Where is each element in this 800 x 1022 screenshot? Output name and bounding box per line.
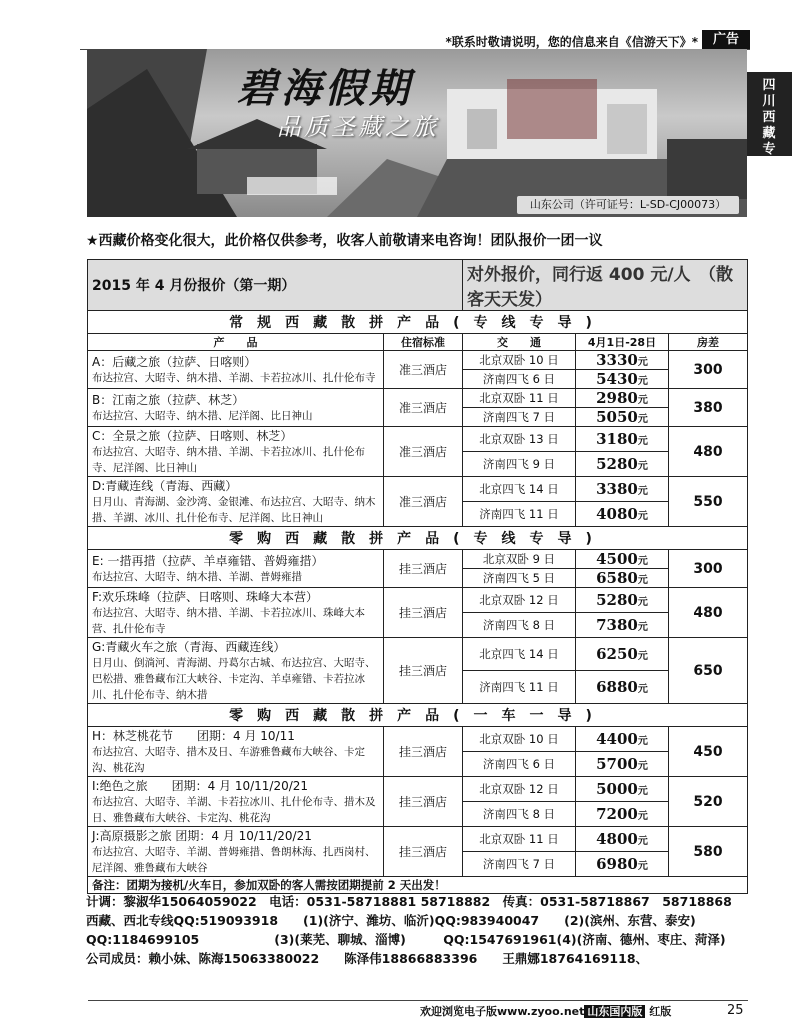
banner-image (87, 49, 747, 217)
price-value: 2980 (596, 389, 638, 407)
price-cell (576, 569, 669, 588)
product-name: B：江南之旅（拉萨、林芝） (92, 393, 245, 407)
single-supplement: 580 (669, 827, 748, 877)
price-notice: ★西藏价格变化很大，此价格仅供参考，收客人前敬请来电咨询！团队报价一团一议 (86, 233, 603, 249)
price-unit: 元 (637, 436, 648, 447)
product-cell (88, 727, 384, 777)
transport-option: 北京双卧 10 日 (463, 727, 576, 752)
product-itinerary: 布达拉宫、大昭寺、措木及日、车游雅鲁藏布大峡谷、卡定沟、桃花沟 (92, 746, 365, 774)
product-cell (88, 827, 384, 877)
price-cell (576, 502, 669, 527)
section-title-row (88, 704, 748, 727)
single-supplement: 300 (669, 550, 748, 588)
transport-option: 北京四飞 14 日 (463, 477, 576, 502)
transport-option: 济南四飞 7 日 (463, 408, 576, 427)
section-title: 零购西藏散拼产品(一车一导) (88, 704, 748, 727)
product-name: J:高原摄影之旅 团期：4 月 10/11/20/21 (92, 829, 312, 843)
transport-option: 济南四飞 8 日 (463, 613, 576, 638)
footer (420, 1003, 671, 1019)
product-row (88, 477, 748, 502)
license-number: 山东公司（许可证号：L-SD-CJ00073） (517, 196, 739, 214)
price-cell (576, 588, 669, 613)
price-cell (576, 752, 669, 777)
hotel-standard: 挂三酒店 (384, 550, 463, 588)
hotel-standard: 挂三酒店 (384, 827, 463, 877)
price-value: 6250 (596, 645, 638, 663)
price-unit: 元 (637, 651, 648, 662)
price-value: 4800 (596, 830, 638, 848)
price-cell (576, 408, 669, 427)
price-unit: 元 (637, 861, 648, 872)
transport-option: 济南四飞 6 日 (463, 752, 576, 777)
product-row (88, 777, 748, 802)
hotel-standard: 挂三酒店 (384, 638, 463, 704)
product-itinerary: 日月山、倒淌河、青海湖、丹葛尔古城、布达拉宫、大昭寺、巴松措、雅鲁藏布江大峡谷、卡定沟、羊卓雍错、卡若拉冰川、扎什伦布寺、纳木措 (92, 657, 376, 701)
single-supplement: 650 (669, 638, 748, 704)
price-unit: 元 (637, 836, 648, 847)
transport-option: 北京四飞 14 日 (463, 638, 576, 671)
remark-row (88, 877, 748, 894)
product-cell (88, 638, 384, 704)
product-name: G:青藏火车之旅（青海、西藏连线） (92, 640, 286, 654)
product-cell (88, 351, 384, 389)
product-cell (88, 389, 384, 427)
price-value: 4500 (596, 550, 638, 568)
transport-option: 北京双卧 13 日 (463, 427, 576, 452)
price-cell (576, 827, 669, 852)
price-cell (576, 802, 669, 827)
price-unit: 元 (637, 461, 648, 472)
bottom-divider (88, 1000, 748, 1001)
hotel-standard: 挂三酒店 (384, 588, 463, 638)
transport-option: 济南四飞 9 日 (463, 452, 576, 477)
transport-option: 济南四飞 7 日 (463, 852, 576, 877)
transport-option: 北京双卧 11 日 (463, 389, 576, 408)
transport-option: 北京双卧 12 日 (463, 588, 576, 613)
single-supplement: 520 (669, 777, 748, 827)
product-row (88, 727, 748, 752)
hotel-standard: 准三酒店 (384, 427, 463, 477)
product-row (88, 638, 748, 671)
footer-website[interactable]: 欢迎浏览电子版www.zyoo.net (420, 1005, 585, 1018)
price-value: 7200 (596, 805, 638, 823)
product-cell (88, 477, 384, 527)
product-itinerary: 布达拉宫、大昭寺、羊湖、普姆雍措、鲁朗林海、扎西岗村、尼洋阁、雅鲁藏布大峡谷 (92, 846, 376, 874)
single-supplement: 450 (669, 727, 748, 777)
price-cell (576, 452, 669, 477)
price-unit: 元 (637, 811, 648, 822)
column-header: 住宿标准 (384, 334, 463, 351)
price-unit: 元 (637, 357, 648, 368)
edition-label: 红版 (649, 1005, 672, 1018)
price-unit: 元 (637, 597, 648, 608)
price-unit: 元 (637, 556, 648, 567)
contact-line: QQ:1184699105 (3)(莱芜、聊城、淄博) QQ:1547691961(4)(济南、德州、枣庄、菏泽) (86, 932, 726, 947)
price-unit: 元 (637, 376, 648, 387)
price-unit: 元 (637, 511, 648, 522)
single-supplement: 300 (669, 351, 748, 389)
price-value: 5050 (596, 408, 638, 426)
price-value: 5430 (596, 370, 638, 388)
product-name: E: 一措再措（拉萨、羊卓雍错、普姆雍措） (92, 554, 324, 568)
transport-option: 北京双卧 11 日 (463, 827, 576, 852)
price-value: 5700 (596, 755, 638, 773)
product-name: I:绝色之旅 团期：4 月 10/11/20/21 (92, 779, 309, 793)
price-unit: 元 (637, 761, 648, 772)
price-unit: 元 (637, 786, 648, 797)
price-value: 7380 (596, 616, 638, 634)
column-header: 交 通 (463, 334, 576, 351)
product-row (88, 427, 748, 452)
hotel-standard: 挂三酒店 (384, 777, 463, 827)
price-value: 5280 (596, 591, 638, 609)
hotel-standard: 挂三酒店 (384, 727, 463, 777)
product-name: A：后藏之旅（拉萨、日喀则） (92, 355, 257, 369)
side-tab-sichuan-tibet: 四 川 西 藏 专 线 (746, 72, 792, 156)
section-title: 零购西藏散拼产品(专线专导) (88, 527, 748, 550)
product-itinerary: 布达拉宫、大昭寺、纳木措、羊湖、卡若拉冰川、扎什伦布寺、尼洋阁、比日神山 (92, 446, 365, 474)
price-cell (576, 613, 669, 638)
price-value: 6880 (596, 678, 638, 696)
hotel-standard: 准三酒店 (384, 477, 463, 527)
product-cell (88, 588, 384, 638)
product-row (88, 588, 748, 613)
transport-option: 北京双卧 9 日 (463, 550, 576, 569)
single-supplement: 380 (669, 389, 748, 427)
product-row (88, 389, 748, 408)
product-name: D:青藏连线（青海、西藏） (92, 479, 238, 493)
product-name: F:欢乐珠峰（拉萨、日喀则、珠峰大本营） (92, 590, 319, 604)
price-cell (576, 777, 669, 802)
single-supplement: 480 (669, 588, 748, 638)
price-cell (576, 727, 669, 752)
price-cell (576, 389, 669, 408)
ad-tag: 广告 (702, 30, 750, 50)
transport-option: 济南四飞 6 日 (463, 370, 576, 389)
column-header-row (88, 334, 748, 351)
transport-option: 北京双卧 12 日 (463, 777, 576, 802)
transport-option: 济南四飞 8 日 (463, 802, 576, 827)
product-row (88, 550, 748, 569)
price-cell (576, 550, 669, 569)
contact-line: 西藏、西北专线QQ:519093918 (1)(济宁、潍坊、临沂)QQ:983940047 (2)(滨州、东营、泰安) (86, 913, 696, 928)
section-title-row (88, 311, 748, 334)
price-unit: 元 (637, 684, 648, 695)
product-itinerary: 布达拉宫、大昭寺、纳木措、羊湖、卡若拉冰川、扎什伦布寺 (92, 372, 376, 384)
section-title-row (88, 527, 748, 550)
product-row (88, 351, 748, 370)
price-value: 3380 (596, 480, 638, 498)
quote-period: 2015 年 4 月份报价（第一期） (88, 260, 463, 311)
price-cell (576, 370, 669, 389)
source-note: *联系时敬请说明，您的信息来自《信游天下》* (445, 35, 698, 49)
transport-option: 北京双卧 10 日 (463, 351, 576, 370)
column-header: 房差 (669, 334, 748, 351)
price-value: 3330 (596, 351, 638, 369)
single-supplement: 550 (669, 477, 748, 527)
price-value: 4400 (596, 730, 638, 748)
price-value: 3180 (596, 430, 638, 448)
price-value: 5000 (596, 780, 638, 798)
product-itinerary: 布达拉宫、大昭寺、羊湖、卡若拉冰川、扎什伦布寺、措木及日、雅鲁藏布大峡谷、卡定沟、桃花沟 (92, 796, 376, 824)
price-cell (576, 351, 669, 370)
hotel-standard: 准三酒店 (384, 389, 463, 427)
product-name: C：全景之旅（拉萨、日喀则、林芝） (92, 429, 293, 443)
price-unit: 元 (637, 575, 648, 586)
transport-option: 济南四飞 11 日 (463, 671, 576, 704)
product-row (88, 827, 748, 852)
price-unit: 元 (637, 736, 648, 747)
product-cell (88, 550, 384, 588)
product-name: H：林芝桃花节 团期：4 月 10/11 (92, 729, 295, 743)
price-unit: 元 (637, 622, 648, 633)
contact-line: 公司成员：赖小妹、陈海15063380022 陈泽伟18866883396 王鼎娜18764169118、 (86, 951, 649, 966)
price-table (87, 259, 748, 894)
column-header: 4月1日-28日 (576, 334, 669, 351)
price-cell (576, 638, 669, 671)
price-unit: 元 (637, 414, 648, 425)
banner-title: 碧海假期 (237, 65, 413, 112)
edition-tag: 山东国内版 (584, 1005, 645, 1018)
table-header-row (88, 260, 748, 311)
price-value: 6580 (596, 569, 638, 587)
product-itinerary: 布达拉宫、大昭寺、纳木措、羊湖、普姆雍措 (92, 571, 302, 583)
product-cell (88, 427, 384, 477)
price-cell (576, 852, 669, 877)
contact-line: 计调：黎淑华15064059022 电话：0531-58718881 58718882 传真：0531-58718867 58718868 (86, 894, 732, 909)
price-cell (576, 477, 669, 502)
price-cell (576, 427, 669, 452)
price-cell (576, 671, 669, 704)
remark-text: 备注：团期为接机/火车日，参加双卧的客人需按团期提前 2 天出发！ (88, 877, 748, 894)
product-itinerary: 布达拉宫、大昭寺、纳木措、尼洋阁、比日神山 (92, 410, 313, 422)
hotel-standard: 准三酒店 (384, 351, 463, 389)
price-value: 5280 (596, 455, 638, 473)
product-itinerary: 日月山、青海湖、金沙湾、金银滩、布达拉宫、大昭寺、纳木措、羊湖、冰川、扎什伦布寺、尼洋阁、比日神山 (92, 496, 376, 524)
single-supplement: 480 (669, 427, 748, 477)
price-unit: 元 (637, 486, 648, 497)
product-cell (88, 777, 384, 827)
quote-terms: 对外报价，同行返 400 元/人 （散客天天发） (463, 260, 748, 311)
transport-option: 济南四飞 11 日 (463, 502, 576, 527)
page-number: 25 (727, 1003, 744, 1018)
price-value: 4080 (596, 505, 638, 523)
price-value: 6980 (596, 855, 638, 873)
transport-option: 济南四飞 5 日 (463, 569, 576, 588)
section-title: 常规西藏散拼产品(专线专导) (88, 311, 748, 334)
price-unit: 元 (637, 395, 648, 406)
product-itinerary: 布达拉宫、大昭寺、纳木措、羊湖、卡若拉冰川、珠峰大本营、扎什伦布寺 (92, 607, 365, 635)
contact-block (86, 892, 750, 968)
banner-subtitle: 品质圣藏之旅 (277, 113, 439, 141)
column-header: 产 品 (88, 334, 384, 351)
